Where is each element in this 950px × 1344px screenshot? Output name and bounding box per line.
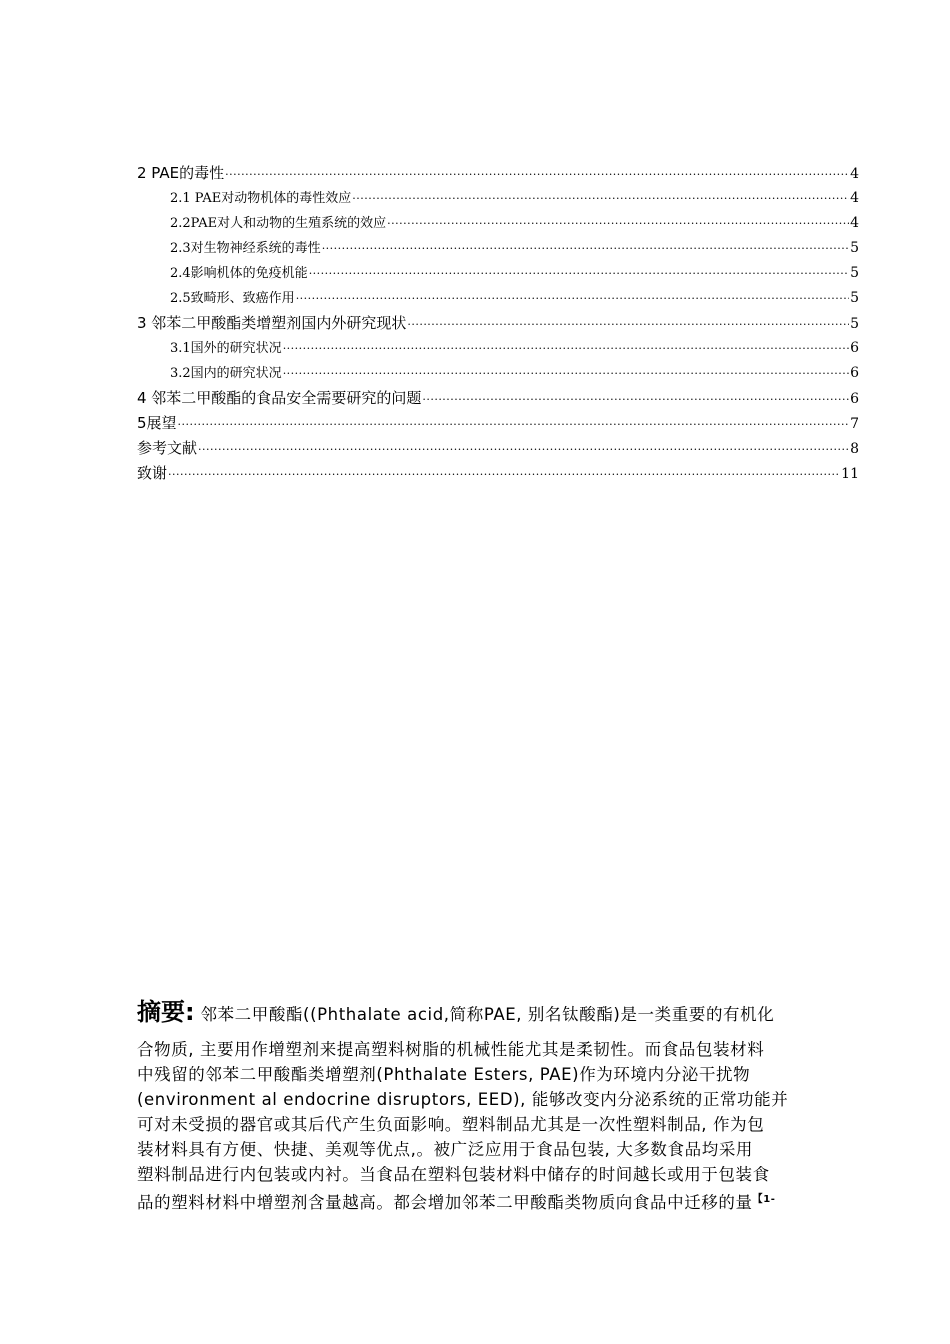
toc-entry[interactable] [137, 387, 859, 412]
abstract-line-7: 塑料制品进行内包装或内衬。当食品在塑料包装材料中储存的时间越长或用于包装食 [137, 1165, 770, 1184]
toc-entry[interactable] [137, 462, 859, 487]
toc-leader-dots [309, 267, 849, 280]
toc-leader-dots [178, 418, 850, 431]
toc-entry-page: 11 [841, 466, 859, 482]
toc-leader-dots [225, 168, 849, 181]
toc-leader-dots [283, 342, 849, 355]
toc-entry[interactable] [137, 162, 859, 187]
toc-entry-label: 参考文献 [137, 439, 198, 457]
toc-entry[interactable] [137, 187, 859, 212]
abstract-heading: 摘要: [137, 998, 195, 1026]
abstract-first-line [137, 990, 862, 1037]
toc-entry-label: 2.2PAE对人和动物的生殖系统的效应 [170, 216, 387, 231]
abstract-line-5: 可对未受损的器官或其后代产生负面影响。塑料制品尤其是一次性塑料制品, 作为包 [137, 1115, 765, 1134]
toc-leader-dots [296, 292, 849, 305]
citation-marker: 【1- [752, 1194, 776, 1205]
abstract-line-8-wrap [137, 1187, 862, 1215]
toc-entry[interactable] [137, 362, 859, 387]
abstract-line-2: 合物质, 主要用作增塑剂来提高塑料树脂的机械性能尤其是柔韧性。而食品包装材料 [137, 1040, 765, 1059]
toc-entry-label: 2.5致畸形、致癌作用 [170, 291, 295, 306]
abstract-line-4: (environment al endocrine disruptors, EED), 能够改变内分泌系统的正常功能并 [137, 1090, 789, 1109]
toc-entry-label: 2.3对生物神经系统的毒性 [170, 241, 321, 256]
toc-entry[interactable] [137, 237, 859, 262]
toc-entry-label: 2.1 PAE对动物机体的毒性效应 [170, 191, 352, 206]
abstract-line-1: 邻苯二甲酸酯((Phthalate acid,简称PAE, 别名钛酸酯)是一类重要的有机化 [194, 1005, 775, 1024]
toc-entry-page: 4 [850, 215, 859, 231]
abstract-section [137, 990, 862, 1215]
toc-entry-label: 4 邻苯二甲酸酯的食品安全需要研究的问题 [137, 389, 422, 407]
toc-entry[interactable] [137, 437, 859, 462]
abstract-line-6: 装材料具有方便、快捷、美观等优点,。被广泛应用于食品包装, 大多数食品均采用 [137, 1140, 754, 1159]
toc-entry-page: 5 [850, 265, 859, 281]
toc-leader-dots [352, 192, 849, 205]
toc-entry-page: 5 [850, 290, 859, 306]
toc-entry-page: 6 [850, 391, 859, 407]
toc-entry[interactable] [137, 287, 859, 312]
toc-entry-label: 3.1国外的研究状况 [170, 341, 282, 356]
abstract-line-3: 中残留的邻苯二甲酸酯类增塑剂(Phthalate Esters, PAE)作为环境内分泌干扰物 [137, 1065, 751, 1084]
toc-leader-dots [407, 318, 849, 331]
toc-entry-label: 3 邻苯二甲酸酯类增塑剂国内外研究现状 [137, 314, 407, 332]
toc-entry-page: 4 [850, 190, 859, 206]
toc-entry[interactable] [137, 337, 859, 362]
toc-entry-page: 5 [850, 316, 859, 332]
toc-entry-page: 7 [850, 416, 859, 432]
toc-entry-page: 5 [850, 240, 859, 256]
toc-entry[interactable] [137, 412, 859, 437]
toc-entry-label: 致谢 [137, 464, 168, 482]
toc-entry[interactable] [137, 262, 859, 287]
toc-entry-page: 6 [850, 340, 859, 356]
toc-leader-dots [322, 242, 849, 255]
toc-entry-label: 3.2国内的研究状况 [170, 366, 282, 381]
table-of-contents [137, 162, 859, 487]
toc-leader-dots [422, 393, 849, 406]
toc-entry-label: 2.4影响机体的免疫机能 [170, 266, 308, 281]
toc-leader-dots [283, 367, 849, 380]
toc-leader-dots [198, 443, 849, 456]
toc-entry[interactable] [137, 312, 859, 337]
toc-entry-label: 2 PAE的毒性 [137, 164, 225, 182]
toc-entry-page: 8 [850, 441, 859, 457]
toc-entry-page: 6 [850, 365, 859, 381]
toc-entry-page: 4 [850, 166, 859, 182]
toc-entry[interactable] [137, 212, 859, 237]
toc-leader-dots [387, 217, 849, 230]
toc-leader-dots [168, 468, 840, 481]
abstract-line-8: 品的塑料材料中增塑剂含量越高。都会增加邻苯二甲酸酯类物质向食品中迁移的量 [137, 1193, 753, 1212]
toc-entry-label: 5展望 [137, 414, 177, 432]
